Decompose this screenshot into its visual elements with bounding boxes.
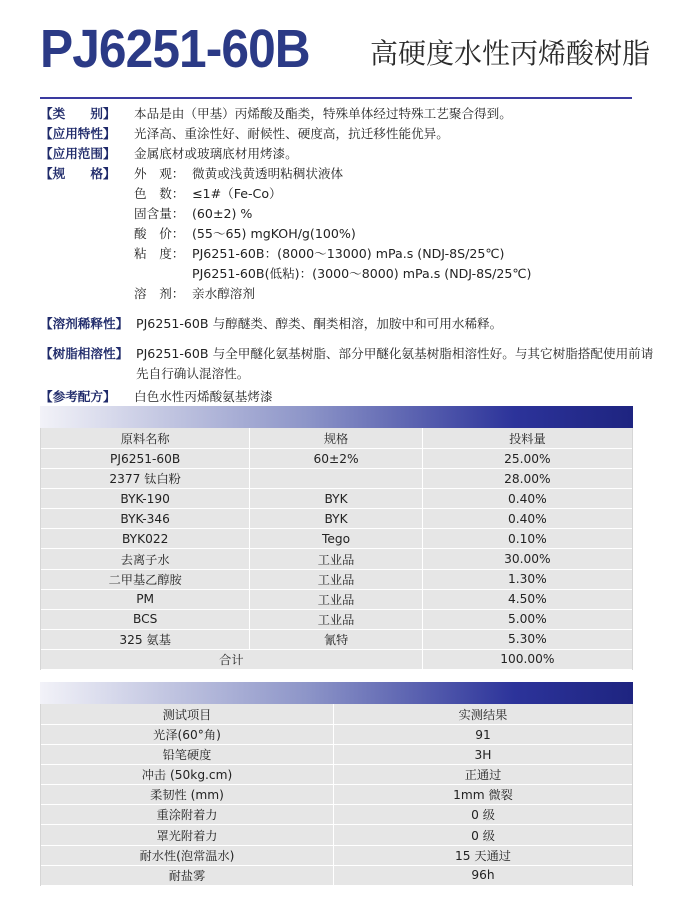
table-row xyxy=(41,630,632,650)
table-cell: 去离子水 xyxy=(41,549,250,568)
table-row xyxy=(41,489,632,509)
tests-grid xyxy=(40,704,633,886)
table-cell: 0 级 xyxy=(471,828,495,843)
spec-label: 【溶剂稀释性】 xyxy=(40,316,129,331)
table-cell: BYK xyxy=(250,509,422,528)
table-cell: 96h xyxy=(471,868,495,883)
spec-value: 金属底材或玻璃底材用烤漆。 xyxy=(134,146,298,161)
spec-item xyxy=(134,284,660,304)
spec-item-key: 粘 度： xyxy=(134,246,185,261)
table-header-row xyxy=(41,428,632,449)
table-cell: 5.30% xyxy=(508,632,547,647)
table-cell: BYK022 xyxy=(41,529,250,548)
table-cell: 0.40% xyxy=(508,491,547,506)
product-code: PJ6251-60B xyxy=(40,19,310,79)
table-row xyxy=(41,765,632,785)
spec-item-value: 微黄或浅黄透明粘稠状液体 xyxy=(192,166,344,181)
total-value: 100.00% xyxy=(500,652,555,667)
spec-item-value: 亲水醇溶剂 xyxy=(192,286,255,301)
spec-label: 【应用范围】 xyxy=(40,146,116,161)
spec-items xyxy=(134,164,660,304)
table-row xyxy=(41,549,632,569)
table-cell: 30.00% xyxy=(504,552,551,567)
table-cell: 25.00% xyxy=(504,451,551,466)
table-cell: 正通过 xyxy=(464,768,502,783)
table-row xyxy=(41,610,632,630)
spec-compat xyxy=(40,344,660,384)
formula-rows xyxy=(41,449,632,650)
spec-item-key: 外 观： xyxy=(134,166,185,181)
spec-label: 【规 格】 xyxy=(40,166,116,181)
total-row xyxy=(41,650,632,670)
spec-dilution xyxy=(40,314,660,334)
table-cell: 1mm 微裂 xyxy=(453,788,513,803)
spec-item xyxy=(134,204,660,224)
table-cell: 3H xyxy=(474,747,492,762)
formula-grid xyxy=(40,428,633,670)
table-header-row xyxy=(41,704,632,725)
spec-value: 光泽高、重涂性好、耐候性、硬度高，抗迁移性能优异。 xyxy=(134,126,449,141)
spec-label: 【参考配方】 xyxy=(40,389,116,404)
table-header-bar xyxy=(40,682,633,704)
table-row xyxy=(41,529,632,549)
table-cell: 冲击 (50kg.cm) xyxy=(41,765,334,784)
table-cell: BYK-346 xyxy=(41,509,250,528)
table-cell: 325 氨基 xyxy=(41,630,250,649)
table-cell: 1.30% xyxy=(508,572,547,587)
spec-item-key xyxy=(134,264,192,284)
table-cell xyxy=(250,469,422,488)
column-header: 原料名称 xyxy=(41,428,250,448)
table-cell: 耐盐雾 xyxy=(41,866,334,885)
spec-item xyxy=(134,224,660,244)
spec-value: PJ6251-60B 与全甲醚化氨基树脂、部分甲醚化氨基树脂相溶性好。与其它树脂搭配使用前请先自行确认混溶性。 xyxy=(136,346,654,381)
spec-item xyxy=(134,184,660,204)
column-header: 实测结果 xyxy=(458,707,508,722)
table-cell: BYK-190 xyxy=(41,489,250,508)
spec-label: 【应用特性】 xyxy=(40,126,116,141)
table-row xyxy=(41,866,632,886)
table-row xyxy=(41,590,632,610)
spec-scope xyxy=(40,144,660,164)
spec-features xyxy=(40,124,660,144)
table-cell: 罩光附着力 xyxy=(41,825,334,844)
table-cell: 铅笔硬度 xyxy=(41,745,334,764)
column-header: 测试项目 xyxy=(41,704,334,724)
table-cell: 5.00% xyxy=(508,612,547,627)
spec-item-value: (55～65) mgKOH/g(100%) xyxy=(192,226,356,241)
table-cell: 0.10% xyxy=(508,531,547,546)
spec-item-key: 固含量： xyxy=(134,206,185,221)
spec-item-value: ≤1#（Fe-Co） xyxy=(192,186,282,201)
spec-value: 白色水性丙烯酸氨基烤漆 xyxy=(134,389,273,404)
table-cell: 工业品 xyxy=(250,610,422,629)
spec-specs xyxy=(40,164,660,304)
table-cell: BYK xyxy=(250,489,422,508)
table-row xyxy=(41,570,632,590)
column-header: 规格 xyxy=(250,428,422,448)
product-title: 高硬度水性丙烯酸树脂 xyxy=(370,37,651,70)
table-cell: 工业品 xyxy=(250,590,422,609)
spec-item-key: 色 数： xyxy=(134,186,185,201)
table-cell: 工业品 xyxy=(250,549,422,568)
table-cell: 重涂附着力 xyxy=(41,805,334,824)
spec-item xyxy=(134,244,660,264)
spec-value: PJ6251-60B 与醇醚类、醇类、酮类相溶，加胺中和可用水稀释。 xyxy=(136,316,503,331)
table-row xyxy=(41,745,632,765)
spec-item-value: (60±2) % xyxy=(192,206,253,221)
spec-section xyxy=(40,104,660,384)
header-divider xyxy=(40,97,632,99)
test-results-table xyxy=(40,682,633,886)
table-row xyxy=(41,449,632,469)
table-row xyxy=(41,846,632,866)
table-cell: 60±2% xyxy=(250,449,422,468)
spec-item-key: 溶 剂： xyxy=(134,286,185,301)
table-row xyxy=(41,725,632,745)
table-cell: Tego xyxy=(250,529,422,548)
document-header xyxy=(0,0,700,96)
table-cell: 耐水性(泡常温水) xyxy=(41,846,334,865)
spec-item xyxy=(134,264,660,284)
spec-item-value: PJ6251-60B：(8000～13000) mPa.s (NDJ-8S/25℃) xyxy=(192,246,505,261)
table-row xyxy=(41,469,632,489)
table-cell: 光泽(60°角) xyxy=(41,725,334,744)
spec-category xyxy=(40,104,660,124)
reference-formula-heading xyxy=(40,386,273,405)
spec-label: 【类 别】 xyxy=(40,106,116,121)
table-cell: 柔韧性 (mm) xyxy=(41,785,334,804)
spec-value: 本品是由（甲基）丙烯酸及酯类，特殊单体经过特殊工艺聚合得到。 xyxy=(134,106,512,121)
table-cell: PM xyxy=(41,590,250,609)
spec-label: 【树脂相溶性】 xyxy=(40,346,129,361)
table-cell: 氰特 xyxy=(250,630,422,649)
table-cell: 0 级 xyxy=(471,808,495,823)
table-row xyxy=(41,805,632,825)
table-cell: 0.40% xyxy=(508,511,547,526)
table-row xyxy=(41,825,632,845)
spec-item-key: 酸 价： xyxy=(134,226,185,241)
table-cell: 28.00% xyxy=(504,471,551,486)
spec-item-value: PJ6251-60B(低粘)：(3000～8000) mPa.s (NDJ-8S/25℃) xyxy=(192,266,532,281)
table-header-bar xyxy=(40,406,633,428)
table-cell: 二甲基乙醇胺 xyxy=(41,570,250,589)
total-label: 合计 xyxy=(41,650,423,669)
table-row xyxy=(41,509,632,529)
table-cell: 4.50% xyxy=(508,592,547,607)
table-cell: 工业品 xyxy=(250,570,422,589)
table-cell: PJ6251-60B xyxy=(41,449,250,468)
table-cell: 2377 钛白粉 xyxy=(41,469,250,488)
column-header: 投料量 xyxy=(509,431,546,446)
table-cell: BCS xyxy=(41,610,250,629)
table-row xyxy=(41,785,632,805)
table-cell: 91 xyxy=(475,727,491,742)
table-cell: 15 天通过 xyxy=(455,848,511,863)
test-rows xyxy=(41,725,632,886)
formula-table xyxy=(40,406,633,670)
spec-item xyxy=(134,164,660,184)
